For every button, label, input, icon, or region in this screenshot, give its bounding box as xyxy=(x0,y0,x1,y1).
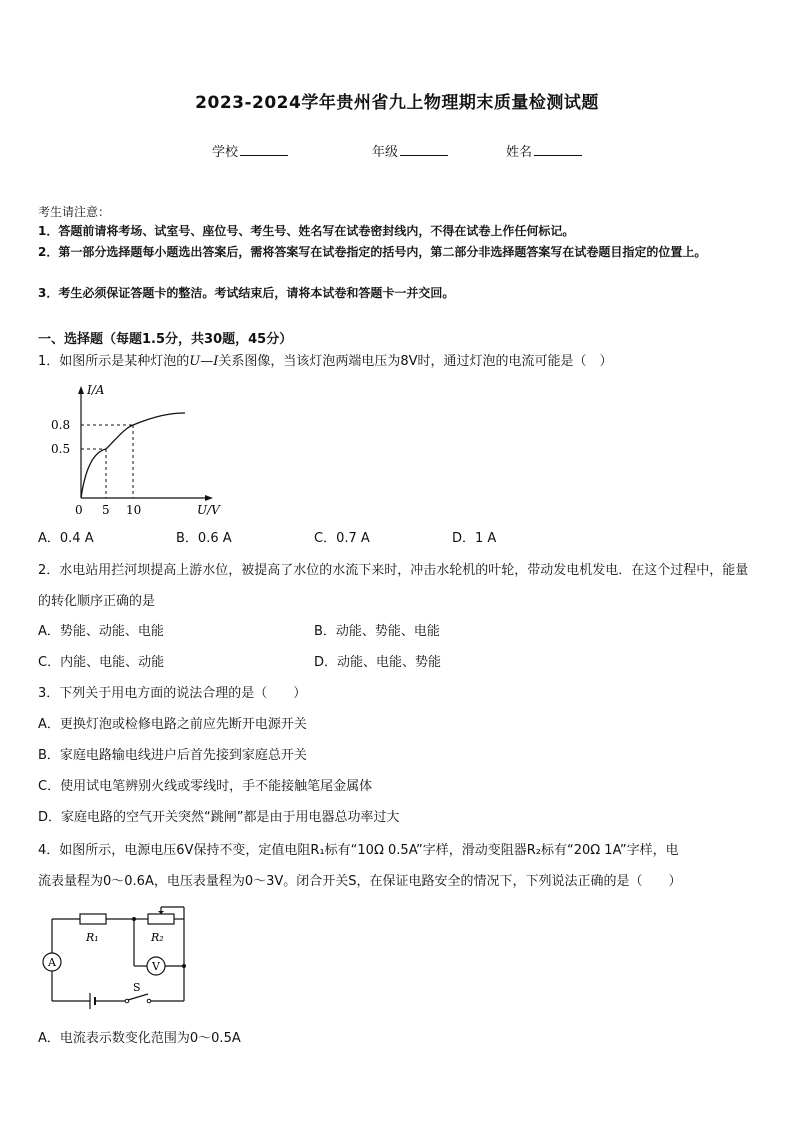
q3-option-c: C．使用试电笔辨别火线或零线时，手不能接触笔尾金属体 xyxy=(38,779,373,794)
grade-field xyxy=(372,141,448,160)
q1-stem-var: U—I xyxy=(189,354,219,369)
q1-stem-pre: 1．如图所示是某种灯泡的 xyxy=(38,354,190,369)
question-4-line1: 4．如图所示，电源电压6V保持不变，定值电阻R₁标有“10Ω 0.5A”字样，滑动变阻器R₂标有“20Ω 1A”字样，电 xyxy=(38,843,679,858)
question-4-line2: 流表量程为0～0.6A，电压表量程为0～3V。闭合开关S，在保证电路安全的情况下，下列说法正确的是（ ） xyxy=(38,874,682,889)
page-title: 2023-2024学年贵州省九上物理期末质量检测试题 xyxy=(195,93,599,113)
school-blank xyxy=(240,143,288,156)
ui-graph xyxy=(45,380,225,520)
name-field xyxy=(506,141,582,160)
section-heading: 一、选择题（每题1.5分，共30题，45分） xyxy=(38,332,293,347)
switch-label: S xyxy=(133,981,141,994)
q2-option-b: B．动能、势能、电能 xyxy=(314,624,440,639)
q2-option-a: A．势能、动能、电能 xyxy=(38,624,164,639)
school-label: 学校 xyxy=(212,145,239,160)
question-2-stem: 2．水电站用拦河坝提高上游水位，被提高了水位的水流下来时，冲击水轮机的叶轮，带动发电机发电．在这个过程中，能量的转化顺序正确的是 xyxy=(38,563,749,609)
x-axis-label: U/V xyxy=(197,503,220,517)
q1-option-b: B．0.6 A xyxy=(176,531,232,546)
q2-option-d: D．动能、电能、势能 xyxy=(314,655,442,670)
question-3-stem: 3．下列关于用电方面的说法合理的是（ ） xyxy=(38,686,307,701)
resistor-r1 xyxy=(80,914,106,924)
notice-heading: 考生请注意： xyxy=(38,205,111,219)
x-tick-5: 5 xyxy=(102,503,110,517)
name-blank xyxy=(534,143,582,156)
circuit-diagram xyxy=(38,903,198,1011)
y-tick-05: 0.5 xyxy=(51,442,71,456)
grade-label: 年级 xyxy=(372,145,399,160)
resistor-r2 xyxy=(148,914,174,924)
voltmeter-label: V xyxy=(152,960,160,973)
q1-option-d: D．1 A xyxy=(452,531,497,546)
notice-item-3: 3．考生必须保证答题卡的整洁。考试结束后，请将本试卷和答题卡一并交回。 xyxy=(38,286,455,300)
y-tick-08: 0.8 xyxy=(51,418,71,432)
x-tick-10: 10 xyxy=(126,503,142,517)
switch-s xyxy=(128,994,148,1000)
notice-item-1: 1．答题前请将考场、试室号、座位号、考生号、姓名写在试卷密封线内，不得在试卷上作任何标记。 xyxy=(38,224,575,238)
q3-option-b: B．家庭电路输电线进户后首先接到家庭总开关 xyxy=(38,748,307,763)
y-axis-label: I/A xyxy=(87,383,105,397)
grade-blank xyxy=(400,143,448,156)
x-tick-0: 0 xyxy=(75,503,83,517)
name-label: 姓名 xyxy=(506,145,533,160)
r2-label: R₂ xyxy=(151,931,164,944)
q2-option-c: C．内能、电能、动能 xyxy=(38,655,165,670)
y-axis-arrow-icon xyxy=(78,386,84,394)
r1-label: R₁ xyxy=(86,931,99,944)
school-field xyxy=(212,141,288,160)
q4-option-a: A．电流表示数变化范围为0～0.5A xyxy=(38,1031,241,1046)
q1-option-a: A．0.4 A xyxy=(38,531,94,546)
notice-item-2: 2．第一部分选择题每小题选出答案后，需将答案写在试卷指定的括号内，第二部分非选择题答案写在试卷题目指定的位置上。 xyxy=(38,245,707,259)
q1-option-c: C．0.7 A xyxy=(314,531,370,546)
question-1-stem xyxy=(38,352,613,372)
q3-option-a: A．更换灯泡或检修电路之前应先断开电源开关 xyxy=(38,717,307,732)
x-axis-arrow-icon xyxy=(205,495,213,501)
q3-option-d: D．家庭电路的空气开关突然“跳闸”都是由于用电器总功率过大 xyxy=(38,810,400,825)
q1-stem-post: 关系图像，当该灯泡两端电压为8V时，通过灯泡的电流可能是（ ） xyxy=(218,354,613,369)
ammeter-label: A xyxy=(48,956,56,969)
